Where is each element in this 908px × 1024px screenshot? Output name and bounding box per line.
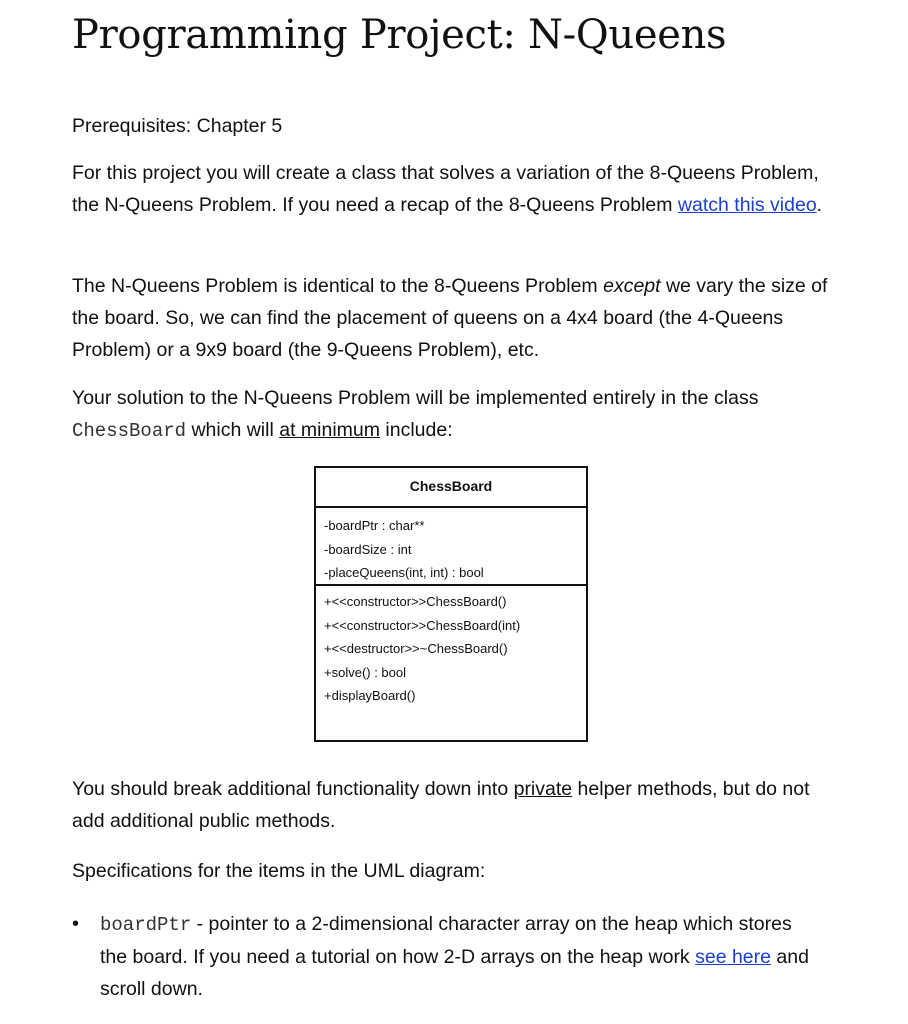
helper-methods-paragraph bbox=[72, 773, 842, 837]
uml-attributes bbox=[316, 508, 586, 586]
prerequisites-text: Prerequisites: Chapter 5 bbox=[72, 115, 283, 137]
uml-operation: +<<constructor>>ChessBoard(int) bbox=[324, 617, 521, 633]
page-title: Programming Project: N-Queens bbox=[72, 12, 727, 58]
uml-attribute: -boardSize : int bbox=[324, 541, 412, 557]
para4-part2: helper methods, but do not add additional public methods. bbox=[72, 778, 810, 832]
n-queens-description-paragraph bbox=[72, 270, 842, 366]
intro-end: . bbox=[816, 194, 823, 216]
private-underline: private bbox=[513, 778, 573, 800]
boardptr-code: boardPtr bbox=[100, 914, 192, 936]
para3-part2: which will bbox=[186, 419, 280, 441]
uml-operation: +<<destructor>>~ChessBoard() bbox=[324, 641, 508, 656]
para3-part3: include: bbox=[380, 419, 453, 441]
bullet-boardptr bbox=[100, 908, 820, 1005]
uml-operation: +displayBoard() bbox=[324, 688, 416, 703]
see-here-link[interactable]: see here bbox=[695, 946, 771, 968]
uml-class-diagram bbox=[314, 466, 588, 742]
para2-part2: we vary the size of the board. So, we can find the placement of queens on a 4x4 board (the 4-Queens Problem) or a 9x9 board (the 9-Queens Problem), etc. bbox=[72, 275, 828, 361]
uml-class-name: ChessBoard bbox=[316, 468, 586, 508]
uml-attribute: -boardPtr : char** bbox=[324, 518, 425, 533]
intro-paragraph bbox=[72, 157, 842, 221]
watch-video-link[interactable]: watch this video bbox=[677, 194, 817, 216]
para2-emphasis: except bbox=[603, 275, 661, 297]
spec-heading: Specifications for the items in the UML diagram: bbox=[72, 860, 486, 882]
bullet-dot-icon: • bbox=[72, 913, 80, 935]
para4-part1: You should break additional functionality down into bbox=[72, 778, 514, 800]
bullet1-end: and scroll down. bbox=[100, 946, 809, 1000]
at-minimum-underline: at minimum bbox=[279, 419, 380, 441]
intro-text: For this project you will create a class that solves a variation of the 8-Queens Problem, the N-Queens Problem. If you need a recap of the 8-Queens Problem bbox=[72, 162, 819, 216]
solution-paragraph bbox=[72, 382, 842, 447]
uml-attribute: -placeQueens(int, int) : bool bbox=[324, 565, 484, 580]
chessboard-code: ChessBoard bbox=[72, 420, 187, 442]
uml-operation: +solve() : bool bbox=[324, 664, 407, 680]
uml-operations bbox=[316, 586, 586, 708]
para2-part1: The N-Queens Problem is identical to the 8-Queens Problem bbox=[72, 275, 604, 297]
uml-operation: +<<constructor>>ChessBoard() bbox=[324, 594, 507, 609]
bullet1-text: - pointer to a 2-dimensional character array on the heap which stores the board. If you need a tutorial on how 2-D arrays on the heap work bbox=[100, 913, 792, 968]
para3-part1: Your solution to the N-Queens Problem will be implemented entirely in the class bbox=[72, 387, 759, 409]
